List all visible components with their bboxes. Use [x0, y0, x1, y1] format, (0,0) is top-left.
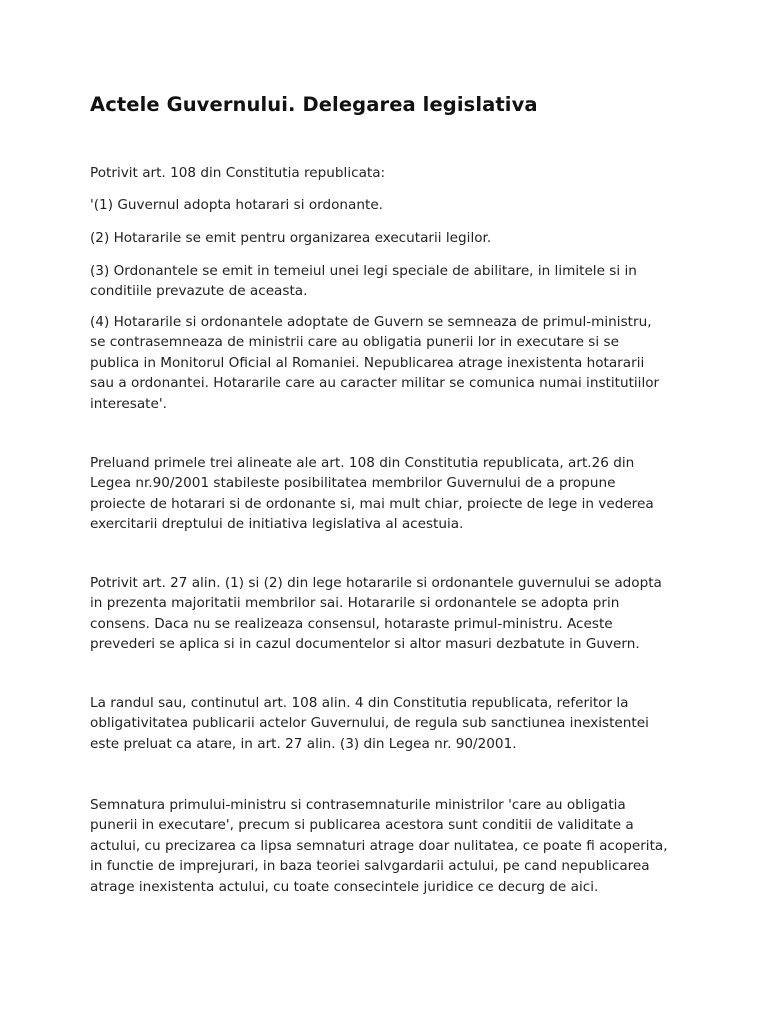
quoted-paragraph-4: (4) Hotararile si ordonantele adoptate de Guvern se semneaza de primul-ministru, se contrasemneaza de ministrii care au obligatia punerii lor in executare si se publica in Monitorul Oficial al Romaniei. Nepublicarea atrage inexistenta hotararii sau a ordonantei. Hotararile care au caracter militar se comunica numai institutiilor interesate'.	[90, 314, 660, 412]
intro-paragraph: Potrivit art. 108 din Constitutia republicata:	[90, 165, 386, 181]
quoted-paragraph-1: '(1) Guvernul adopta hotarari si ordonante.	[90, 197, 384, 213]
document-title: Actele Guvernului. Delegarea legislativa	[90, 93, 538, 116]
body-paragraph-2: Potrivit art. 27 alin. (1) si (2) din lege hotararile si ordonantele guvernului se adopta in prezenta majoritatii membrilor sai. Hotararile si ordonantele se adopta prin consens. Daca nu se realizeaza consensul, hotaraste primul-ministru. Aceste prevederi se aplica si in cazul documentelor si altor masuri dezbatute in Guvern.	[90, 575, 662, 653]
body-paragraph-4: Semnatura primului-ministru si contrasemnaturile ministrilor 'care au obligatia punerii in executare', precum si publicarea acestora sunt conditii de validitate a actului, cu precizarea ca lipsa semnaturi atrage doar nulitatea, ce poate fi acoperita, in functie de imprejurari, in baza teoriei salvgardarii actului, pe cand nepublicarea atrage inexistenta actului, cu toate consecintele juridice ce decurg de aici.	[90, 797, 668, 895]
body-paragraph-1: Preluand primele trei alineate ale art. 108 din Constitutia republicata, art.26 din Legea nr.90/2001 stabileste posibilitatea membrilor Guvernului de a propune proiecte de hotarari si de ordonante si, mai mult chiar, proiecte de lege in vederea exercitarii dreptului de initiativa legislativa al acestuia.	[90, 455, 654, 533]
quoted-paragraph-3: (3) Ordonantele se emit in temeiul unei legi speciale de abilitare, in limitele si in conditiile prevazute de aceasta.	[90, 263, 637, 300]
body-paragraph-3: La randul sau, continutul art. 108 alin. 4 din Constitutia republicata, referitor la obligativitatea publicarii actelor Guvernului, de regula sub sanctiunea inexistentei este preluat ca atare, in art. 27 alin. (3) din Legea nr. 90/2001.	[90, 695, 649, 752]
quoted-paragraph-2: (2) Hotararile se emit pentru organizarea executarii legilor.	[90, 230, 492, 246]
